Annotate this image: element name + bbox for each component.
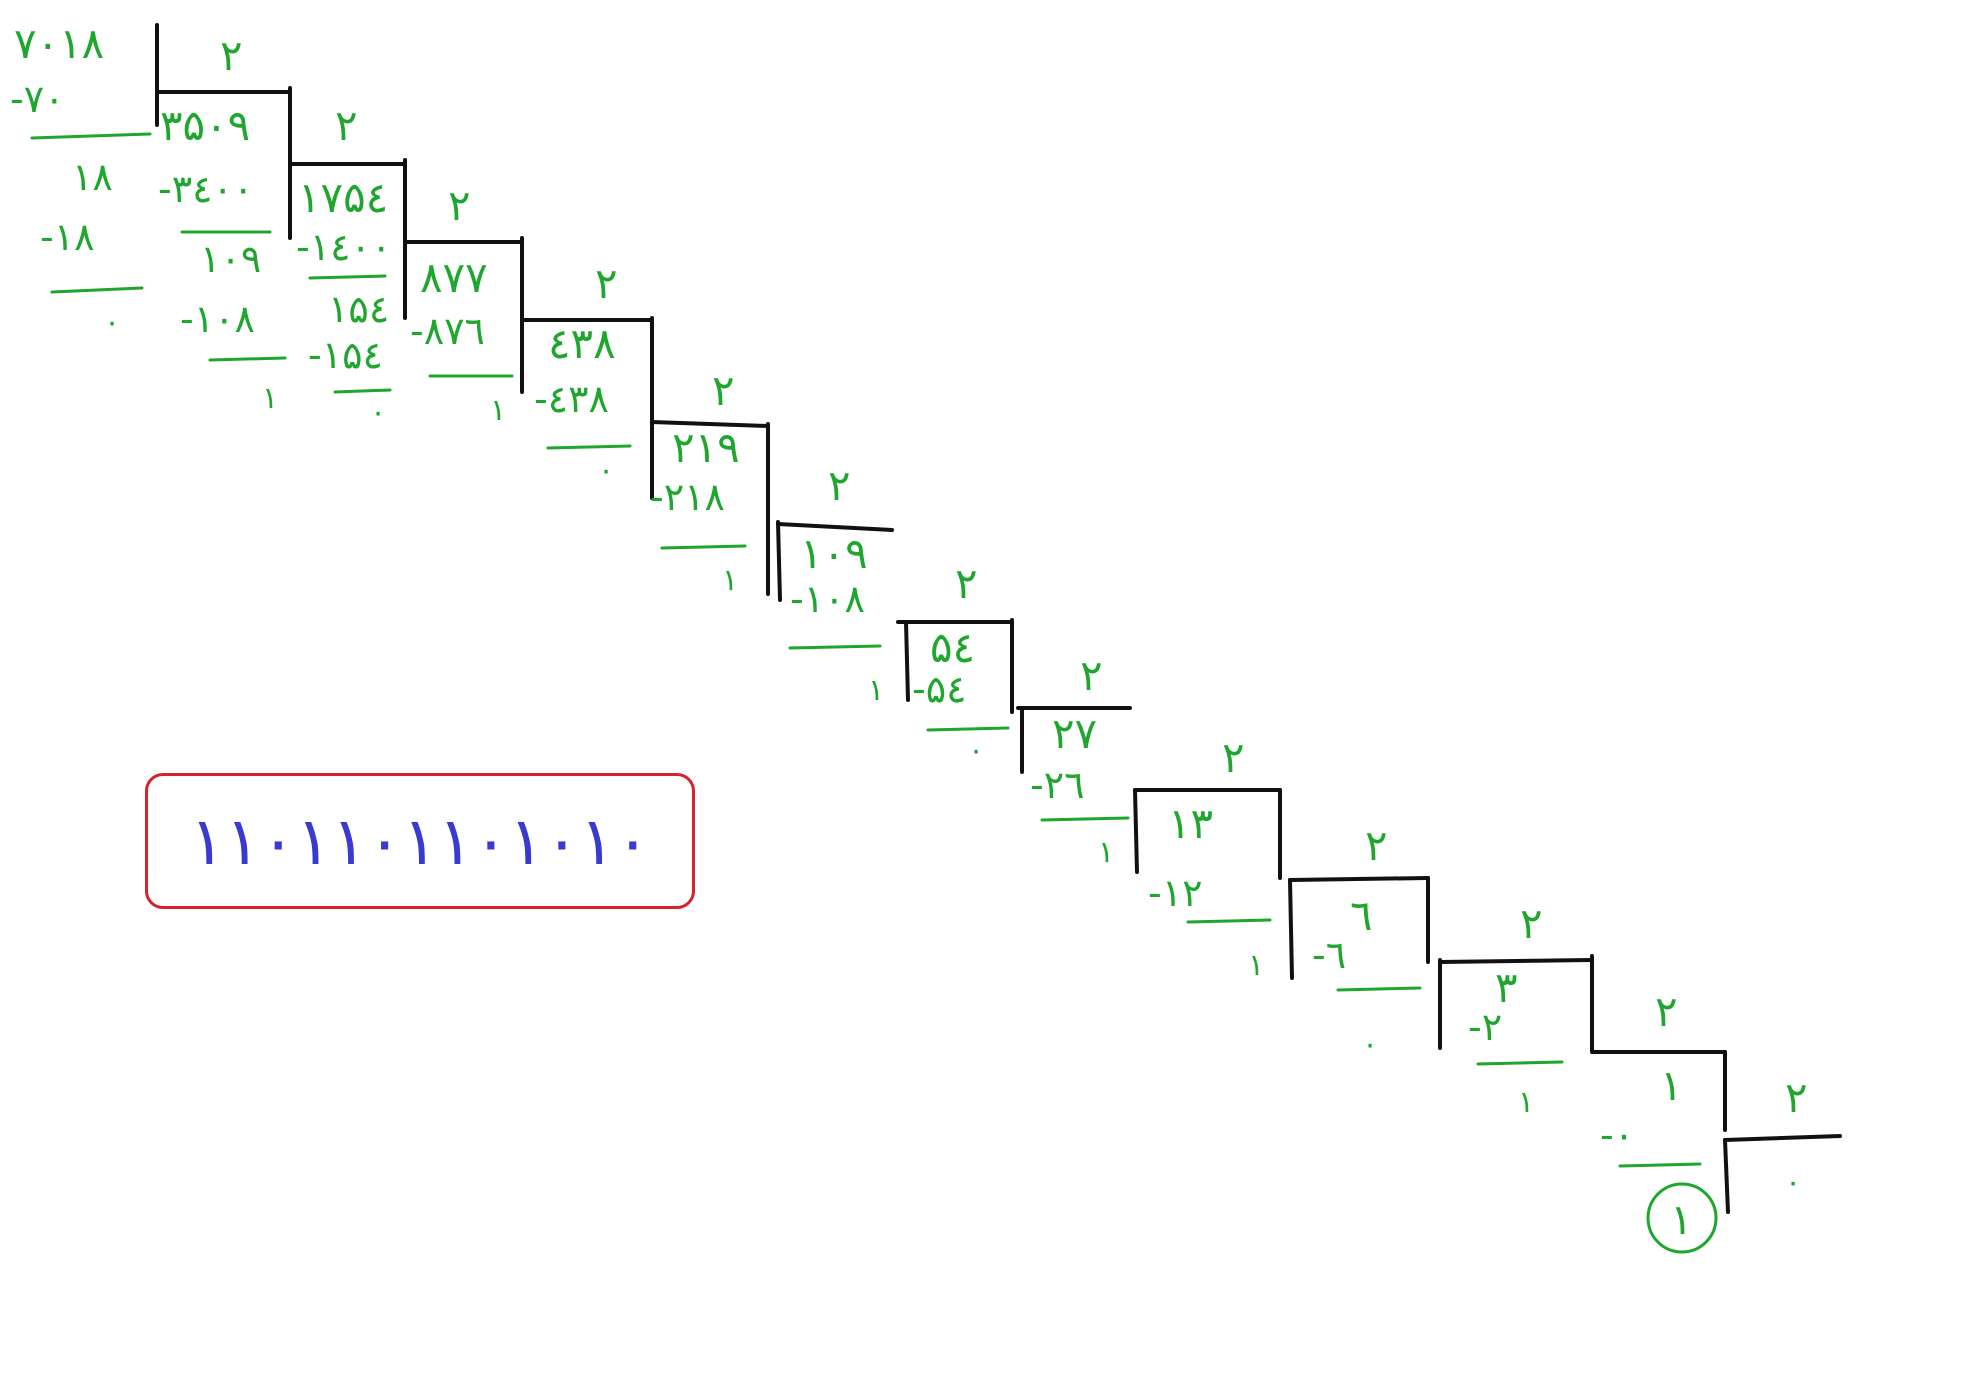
dividend: ۱۰۹ xyxy=(800,529,868,578)
step-7 xyxy=(790,529,884,708)
divisor-label: ۲ xyxy=(335,101,358,150)
remainder: ۰ xyxy=(1362,1027,1379,1062)
step-8 xyxy=(912,623,984,768)
dividend: ٤۳۸ xyxy=(548,319,616,368)
remainder: ۱ xyxy=(1248,948,1265,983)
remainder: ۱ xyxy=(1670,1195,1693,1244)
subtract-2: -۱۵٤ xyxy=(308,333,383,377)
divisor-label: ۲ xyxy=(828,461,851,510)
subtract: -۰ xyxy=(1600,1113,1635,1157)
subtraction-rules xyxy=(32,134,1700,1166)
dividend: ۱ xyxy=(1660,1061,1683,1110)
bracket-14 xyxy=(1725,1136,1840,1140)
binary-result-box xyxy=(145,773,695,909)
step-14 xyxy=(1785,1165,1801,1200)
remainder-number: ۱۰۹ xyxy=(200,237,262,281)
dividend: ۲۷ xyxy=(1052,709,1098,758)
divisor-label: ۲ xyxy=(955,559,978,608)
divisor-label: ۲ xyxy=(1080,651,1103,700)
subtract: -۵٤ xyxy=(912,667,967,711)
subtract: -۷۰ xyxy=(10,77,65,121)
remainder: ۰ xyxy=(370,395,387,430)
subtract: -۲۱۸ xyxy=(650,475,725,519)
remainder: ۰ xyxy=(598,453,615,488)
remainder: ۱ xyxy=(722,563,739,598)
subtract: -۳٤۰۰ xyxy=(158,167,254,211)
remainder: ۱ xyxy=(1518,1085,1535,1120)
step-12 xyxy=(1468,963,1534,1120)
subtract: -٤۳۸ xyxy=(534,377,609,421)
subtract: -٦ xyxy=(1312,933,1347,977)
remainder: ۱ xyxy=(490,393,507,428)
bracket-13 xyxy=(1725,1052,1728,1212)
step-13 xyxy=(1600,1061,1716,1252)
subtract: -۱۲ xyxy=(1148,871,1203,915)
dividend: ۱۷۵٤ xyxy=(298,173,389,222)
remainder: ۱ xyxy=(1098,835,1115,870)
step-4 xyxy=(410,253,506,428)
divisor-label: ۲ xyxy=(1365,821,1388,870)
remainder: ۰ xyxy=(104,305,121,340)
final-quotient: ۰ xyxy=(1785,1165,1802,1200)
remainder-number: ۱۸ xyxy=(72,155,113,199)
subtract: -۱۰۸ xyxy=(790,577,865,621)
divisor-label: ۲ xyxy=(1785,1073,1808,1122)
remainder: ۰ xyxy=(968,733,985,768)
divisor-label: ۲ xyxy=(220,31,243,80)
dividend: ۸۷۷ xyxy=(420,253,488,302)
step-9 xyxy=(1030,709,1114,870)
subtract: -۲ xyxy=(1468,1005,1503,1049)
dividend: ۱۳ xyxy=(1168,799,1214,848)
subtract: -۲٦ xyxy=(1030,763,1085,807)
division-brackets xyxy=(157,25,1840,1212)
divisor-label: ۲ xyxy=(595,259,618,308)
dividend: ۵٤ xyxy=(930,623,976,672)
binary-result: ۱۱۰۱۱۰۱۱۰۱۰۱۰ xyxy=(189,802,651,880)
dividend: ۷۰۱۸ xyxy=(14,19,105,68)
divisor-label: ۲ xyxy=(448,181,471,230)
remainder: ۱ xyxy=(868,673,885,708)
remainder: ۱ xyxy=(262,381,279,416)
divisor-label: ۲ xyxy=(1520,899,1543,948)
step-2 xyxy=(158,101,278,416)
step-5 xyxy=(534,319,616,488)
dividend: ۲۱۹ xyxy=(672,423,740,472)
divisor-label: ۲ xyxy=(712,366,735,415)
subtract: -۱٤۰۰ xyxy=(296,225,392,269)
dividend: ۳ xyxy=(1495,963,1518,1012)
step-11 xyxy=(1312,891,1378,1062)
divisor-label: ۲ xyxy=(1222,733,1245,782)
step-6 xyxy=(650,423,740,598)
remainder-number: ۱۵٤ xyxy=(328,287,390,331)
bracket-4 xyxy=(522,238,652,392)
step-10 xyxy=(1148,799,1264,983)
subtract-2: -۱۰۸ xyxy=(180,297,255,341)
dividend: ٦ xyxy=(1350,891,1373,940)
divisor-label: ۲ xyxy=(1655,987,1678,1036)
subtract: -۸۷٦ xyxy=(410,309,485,353)
subtract-2: -۱۸ xyxy=(40,215,95,259)
dividend: ۳۵۰۹ xyxy=(160,101,251,150)
